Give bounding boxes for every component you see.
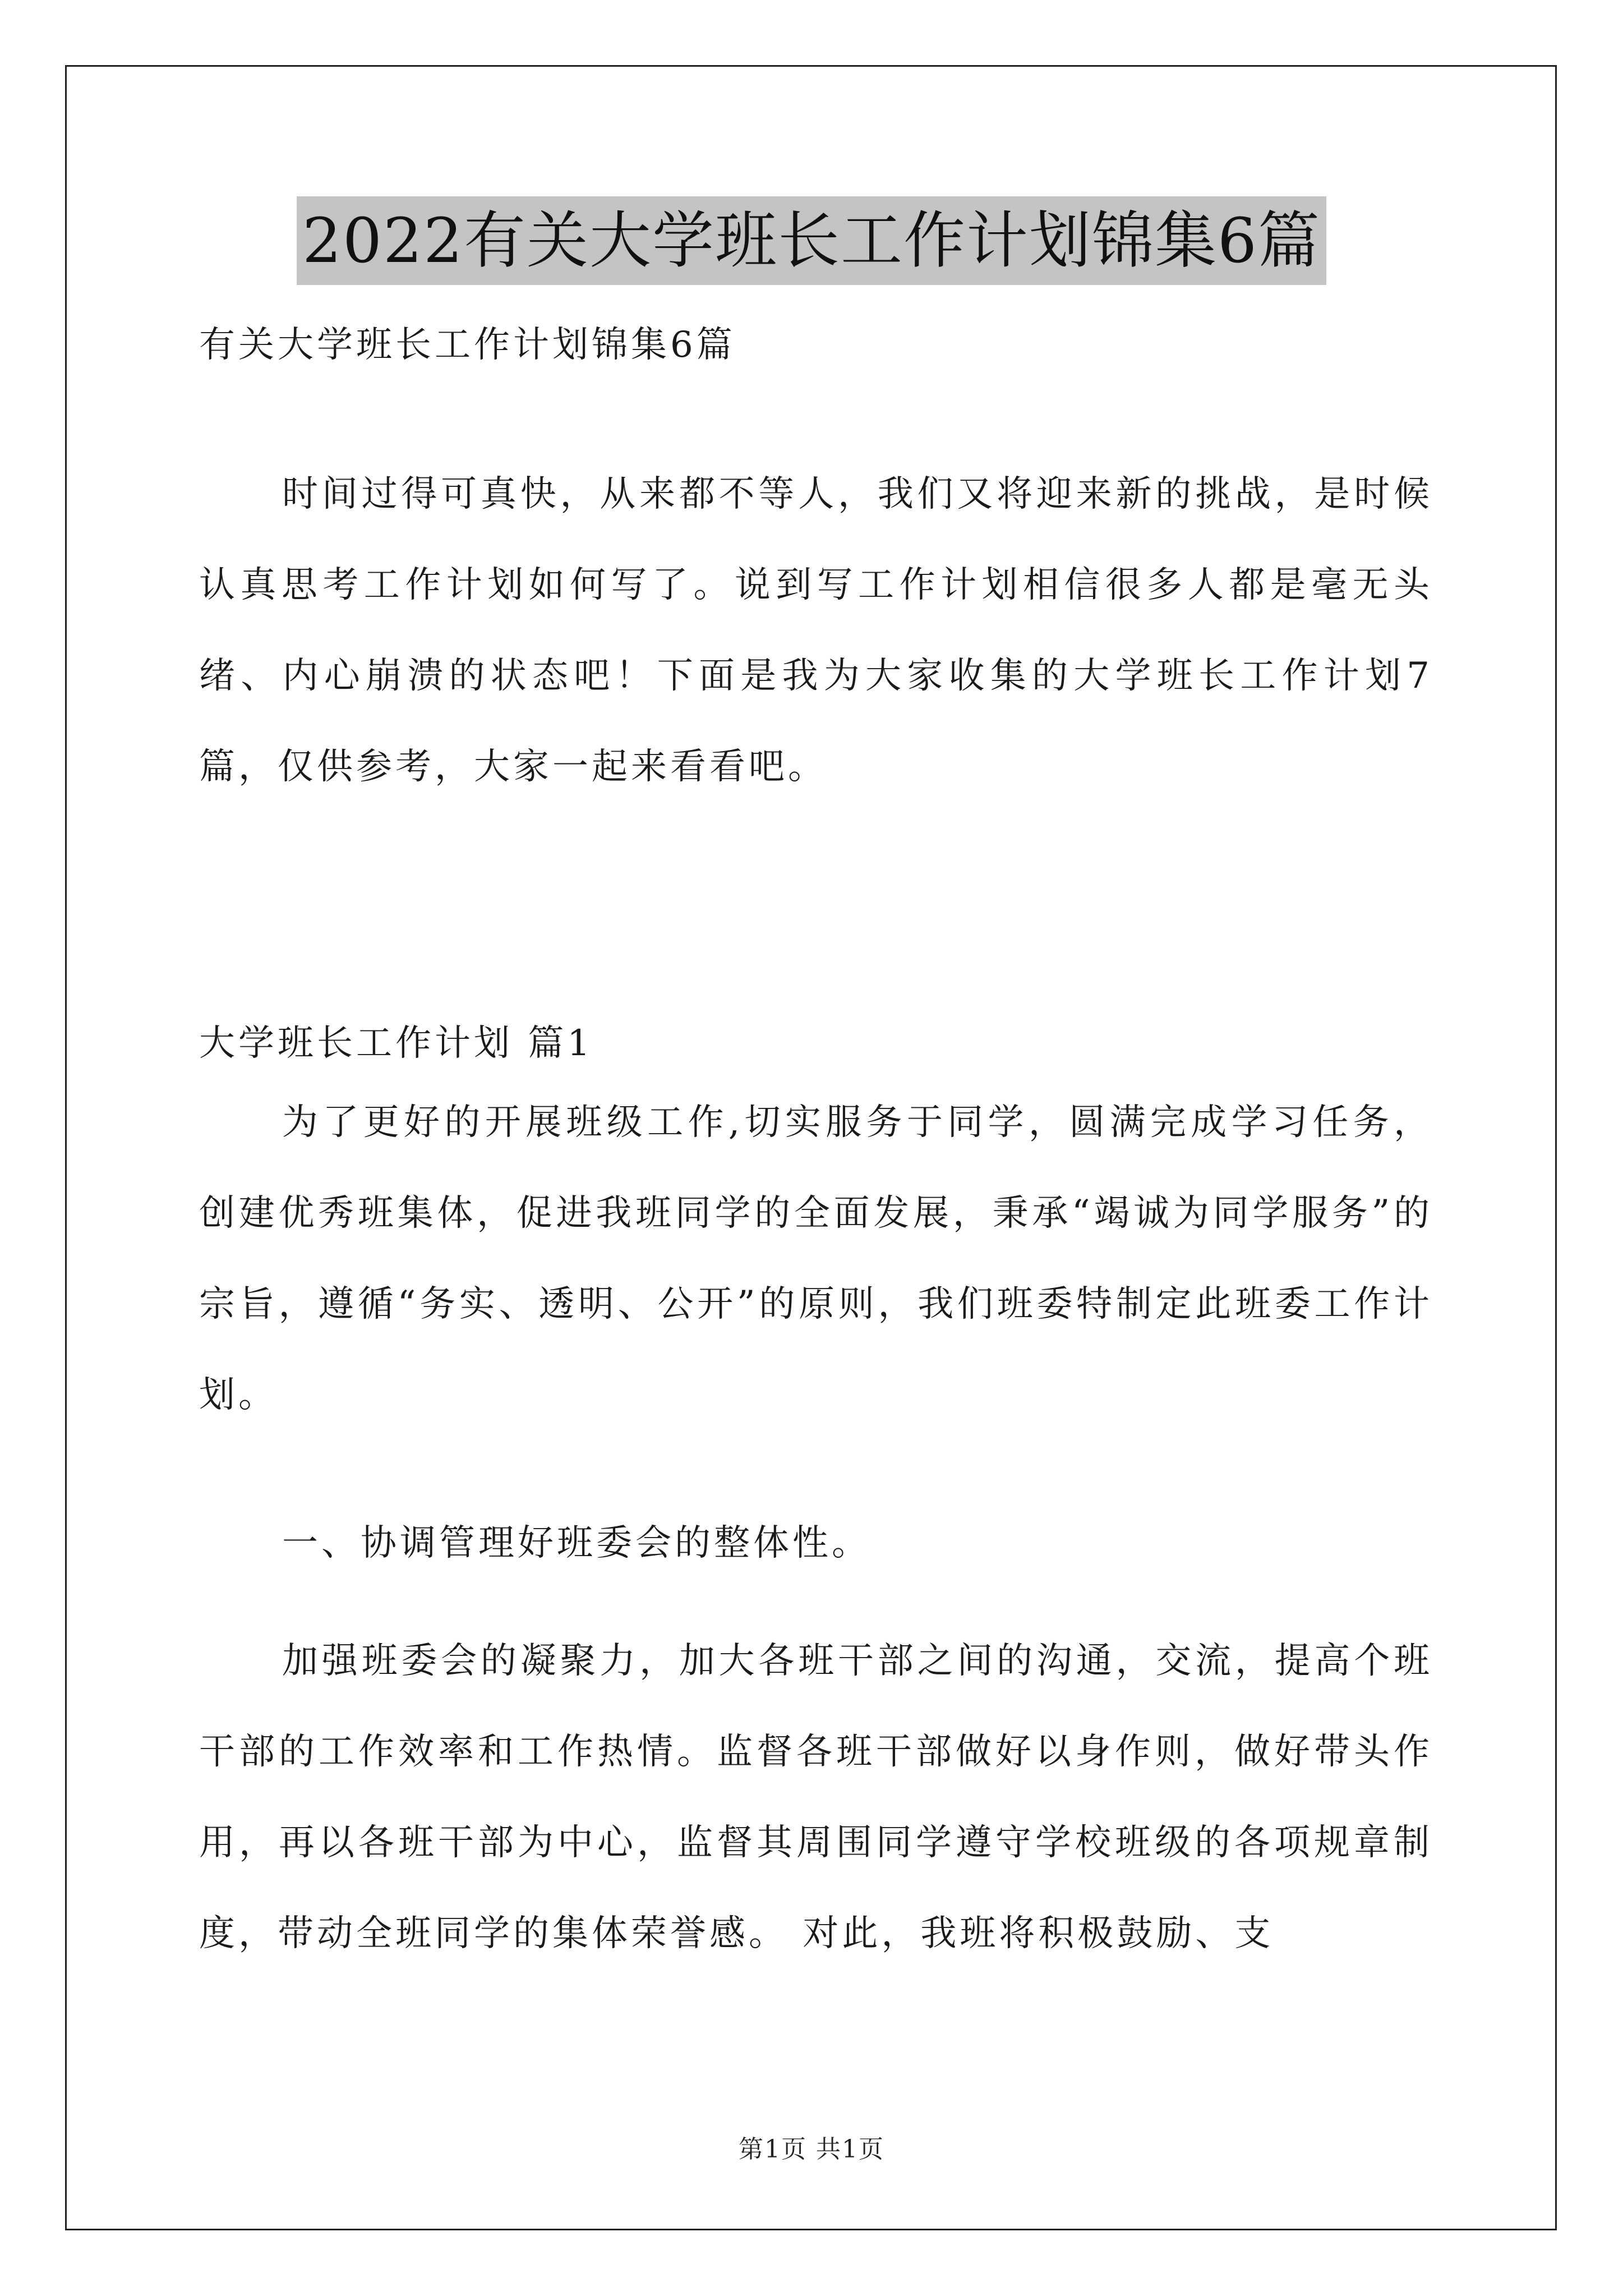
point-paragraph: 加强班委会的凝聚力，加大各班干部之间的沟通，交流，提高个班干部的工作效率和工作热情。监督各班干部做好以身作则，做好带头作用，再以各班干部为中心，监督其周围同学遵守学校班级的各项规章制度，带动全班同学的集体荣誉感。 对此，我班将积极鼓励、支: [199, 1640, 1433, 1954]
document-title: 2022有关大学班长工作计划锦集6篇: [297, 196, 1326, 285]
title-container: [0, 196, 1623, 285]
document-subtitle: 有关大学班长工作计划锦集6篇: [199, 324, 736, 366]
section-heading: 大学班长工作计划 篇1: [199, 1023, 594, 1064]
point-heading: 一、协调管理好班委会的整体性。: [282, 1522, 871, 1564]
intro-paragraph: 时间过得可真快，从来都不等人，我们又将迎来新的挑战，是时候认真思考工作计划如何写了。说到写工作计划相信很多人都是毫无头绪、内心崩溃的状态吧！下面是我为大家收集的大学班长工作计划7篇，仅供参考，大家一起来看看吧。: [199, 473, 1433, 788]
section-paragraph: 为了更好的开展班级工作,切实服务于同学，圆满完成学习任务，创建优秀班集体，促进我班同学的全面发展，秉承“竭诚为同学服务”的宗旨，遵循“务实、透明、公开”的原则，我们班委特制定此班委工作计划。: [199, 1102, 1433, 1416]
page-footer: 第1页 共1页: [739, 2135, 884, 2164]
